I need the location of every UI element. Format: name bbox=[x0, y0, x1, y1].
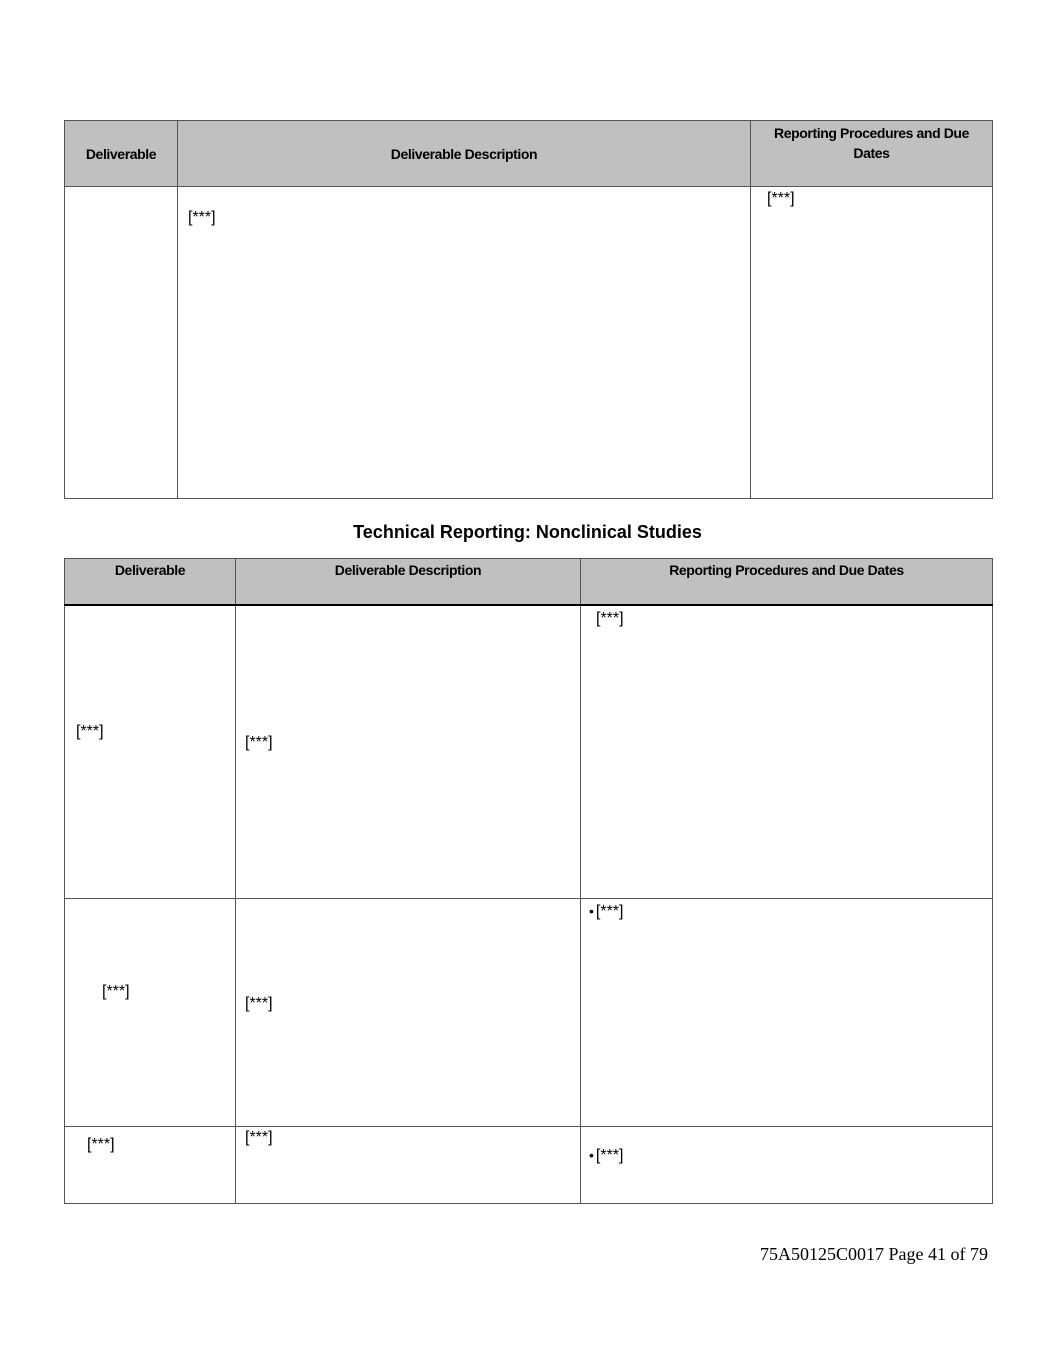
table-row bbox=[65, 1127, 993, 1204]
cell-deliverable: [***] bbox=[65, 1127, 236, 1204]
cell-deliverable: [***] bbox=[65, 605, 236, 899]
table-header-row bbox=[65, 559, 993, 606]
bullet-icon: • bbox=[589, 1147, 594, 1163]
header-reporting-procedures: Reporting Procedures and Due Dates bbox=[751, 121, 993, 187]
section-title: Technical Reporting: Nonclinical Studies bbox=[353, 522, 702, 542]
table-header-row bbox=[65, 121, 993, 187]
reporting-text: [***] bbox=[767, 190, 795, 207]
cell-reporting: [***] bbox=[581, 605, 993, 899]
table-row bbox=[65, 187, 993, 499]
page-footer: 75A50125C0017 Page 41 of 79 bbox=[760, 1244, 988, 1264]
header-deliverable: Deliverable bbox=[65, 121, 178, 187]
header-reporting-procedures: Reporting Procedures and Due Dates bbox=[581, 559, 993, 606]
cell-description bbox=[178, 187, 751, 499]
description-text: [***] bbox=[188, 209, 216, 226]
header-deliverable: Deliverable bbox=[65, 559, 236, 606]
table-row bbox=[65, 899, 993, 1127]
cell-description: [***] bbox=[236, 605, 581, 899]
cell-reporting bbox=[751, 187, 993, 499]
cell-reporting: • [***] bbox=[581, 1127, 993, 1204]
cell-deliverable: [***] bbox=[65, 899, 236, 1127]
table-row bbox=[65, 605, 993, 899]
header-deliverable-description: Deliverable Description bbox=[236, 559, 581, 606]
deliverables-table-continued bbox=[64, 120, 993, 499]
cell-deliverable bbox=[65, 187, 178, 499]
cell-description: [***] bbox=[236, 899, 581, 1127]
cell-reporting: • [***] bbox=[581, 899, 993, 1127]
cell-description: [***] bbox=[236, 1127, 581, 1204]
bullet-icon: • bbox=[589, 903, 594, 919]
nonclinical-studies-table bbox=[64, 558, 993, 1204]
header-deliverable-description: Deliverable Description bbox=[178, 121, 751, 187]
